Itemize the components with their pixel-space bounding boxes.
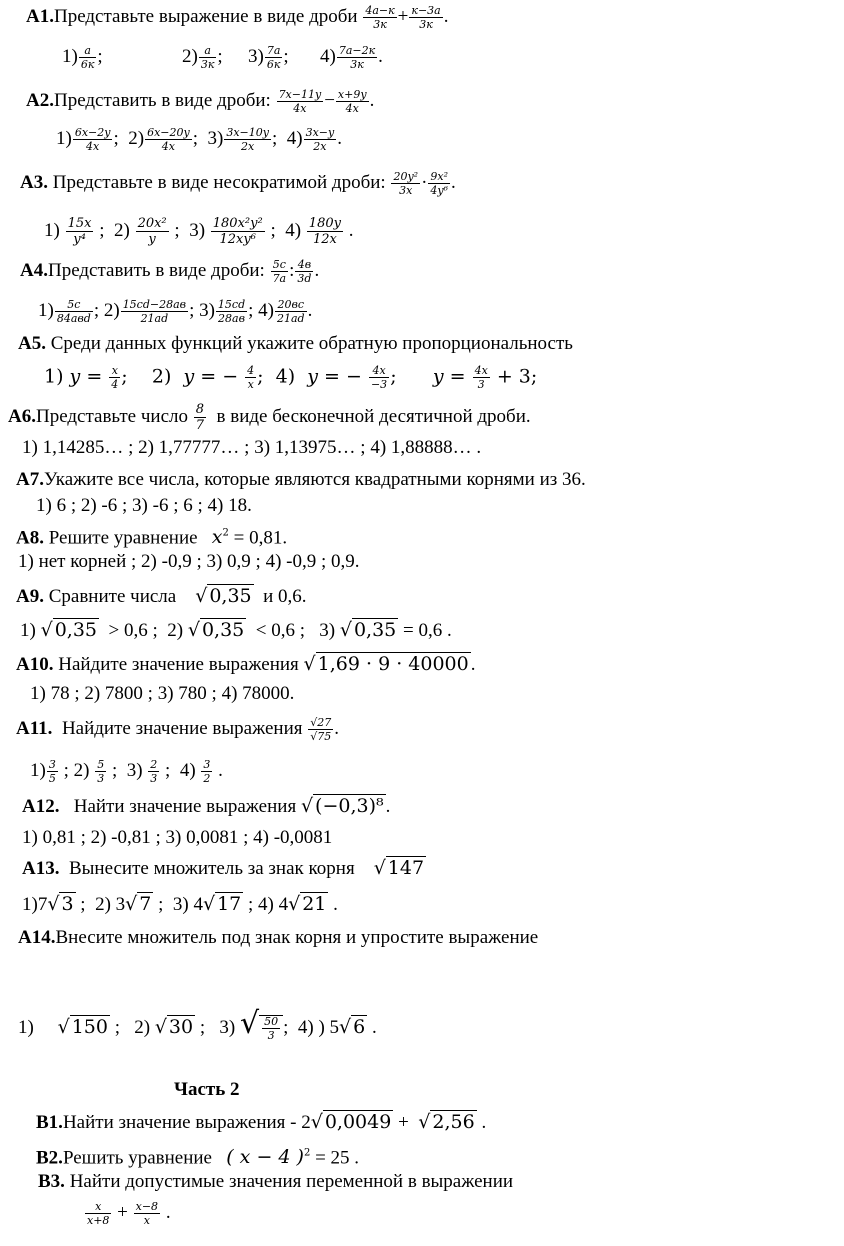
a5-question (18, 332, 573, 356)
b2-label: В2. (36, 1147, 63, 1169)
a4-question: А4.Представить в виде дроби: $\frac{5c}{7a}$ : 4в 3d . (20, 258, 320, 285)
b2-question: В2.Решить уравнение ( x − 4 )$^2$ = 25 . (36, 1146, 360, 1169)
part2-title: Часть 2 (174, 1079, 240, 1100)
b3-expression: $\frac{x}{x+8}$ + $\frac{x-8}{x}$ . (87, 1200, 171, 1227)
a1-fraction-2: к−3a 3к (411, 4, 441, 31)
a6-fraction: $\frac{8}{7}$ (195, 402, 205, 433)
b3-label: В3. (38, 1171, 65, 1192)
a11-options: 1) $\frac{3}{5}$ ; 2) $\frac{5}{3}$ ; 3) $\frac{2}{3}$ ; 4) $\frac{3}{2}$ . (30, 758, 223, 785)
a2-text: Представить в виде дроби: (53, 89, 271, 111)
a6-question: А6.Представьте число $\frac{8}{7}$ в виде бесконечной десятичной дроби. (8, 402, 531, 433)
b1-question: В1.Найти значение выражения - 2√ 0,0049 + √ 2,56 . (36, 1111, 487, 1133)
a14-question: А14.Внесите множитель под знак корня и упростите выражение (18, 927, 539, 948)
a1-option-1: 1) a 6к ; (62, 44, 103, 71)
a5-label: А5. (18, 333, 46, 354)
a7-options: 1) 6 ; 2) -6 ; 3) -6 ; 6 ; 4) 18. (36, 495, 252, 516)
a6-options: 1) 1,14285… ; 2) 1,77777… ; 3) 1,13975… ; 4) 1,88888… . (22, 437, 482, 458)
a1-label: А1. (26, 5, 54, 27)
a12-options: 1) 0,81 ; 2) -0,81 ; 3) 0,0081 ; 4) -0,0081 (22, 827, 333, 848)
b1-label: В1. (36, 1112, 63, 1133)
a8-options: 1) нет корней ; 2) -0,9 ; 3) 0,9 ; 4) -0,9 ; 0,9. (18, 551, 360, 572)
a8-question: А8. Решите уравнение $x^2 = 0,81$. (16, 526, 288, 549)
a8-label: А8. (16, 527, 44, 549)
a9-label: А9. (16, 586, 44, 607)
a13-question: А13. Вынесите множитель за знак корня √ 147 (22, 857, 425, 879)
b3-question: В3. Найти допустимые значения переменной в выражении (38, 1171, 514, 1192)
a4-label: А4. (20, 259, 48, 281)
a1-option-4: 4) 7a−2к 3к . (320, 44, 383, 71)
a3-options: 1) $\frac{15x}{\text{y⁴}}$ ; 2) $\frac{\text{20x²}}{y}$ ; 3) $\frac{\text{180x²y²}}{\text{12xy⁶}}$ ; 4) $\frac{180y}{12x}$ . (44, 216, 354, 247)
a4-options: 1) 5c 84aвd ; 2) 15cd−28aв 21ad ; 3) 15cd 28aв ; 4) 20вc 21ad . (38, 298, 313, 325)
a10-question: А10. Найдите значение выражения √ 1,69 · 9 · 40000 . (16, 653, 476, 675)
a6-label: А6. (8, 405, 36, 427)
a10-options: 1) 78 ; 2) 7800 ; 3) 780 ; 4) 78000. (30, 683, 295, 704)
a11-label: А11. (16, 717, 53, 739)
a5-options: 1) y = $\frac{x}{4}$ ; 2) y = − $\frac{4}{x}$ ; 4) y = − $\frac{4x}{-3}$ ; y = $\frac{4x}{3}$ + 3; (44, 364, 538, 391)
a10-label: А10. (16, 654, 54, 675)
a7-text: Укажите все числа, которые являются квадратными корнями из 36. (43, 469, 586, 490)
a2-options: 1) $\frac{6x-2y}{4x}$ ; 2) $\frac{6x-20y}{4x}$ ; 3) $\frac{3x-10y}{2x}$ ; 4) $\frac{3x-y}{2x}$ . (56, 126, 342, 153)
a9-options: 1) √ 0,35 > 0,6 ; 2) √ 0,35 < 0,6 ; 3) √ 0,35 = 0,6 . (20, 619, 452, 641)
a2-question: А2.Представить в виде дроби: $\frac{7x-11y}{4x}$ − $\frac{x+9y}{4x}$ . (26, 88, 375, 115)
a1-option-3: 3) 7a 6к ; (248, 44, 289, 71)
a12-label: А12. (22, 796, 60, 817)
a13-options: 1)7√ 3 ; 2) 3√ 7 ; 3) 4√ 17 ; 4) 4√ 21 . (22, 893, 338, 915)
a1-text: Представьте выражение в виде дроби (53, 5, 358, 27)
a1-question: А1.Представьте выражение в виде дроби 4a−к 3к + к−3a 3к . (26, 4, 449, 31)
a4-text: Представить в виде дроби: (47, 259, 265, 281)
a13-label: А13. (22, 858, 60, 879)
a14-options: 1) √ 150 ; 2) √ 30 ; 3) √ $\frac{50}{3}$ ; 4) ) 5√ 6 . (18, 1006, 377, 1042)
a2-label: А2. (26, 89, 54, 111)
a1-option-2: 2) a 3к ; (182, 44, 223, 71)
a3-question: А3. Представьте в виде несократимой дроби: $\frac{\text{20y²}}{3x}$ · $\frac{\text{9x²}}{\text{4y⁶}}$ . (20, 170, 456, 197)
a9-question: А9. Сравните числа √ 0,35 и 0,6. (16, 585, 307, 607)
a1-fraction-1: 4a−к 3к (365, 4, 395, 31)
a11-question: А11. Найдите значение выражения $\frac{√27}{√75}$ . (16, 716, 340, 743)
a3-label: А3. (20, 171, 48, 193)
a7-label: А7. (16, 469, 44, 490)
a5-text: Среди данных функций укажите обратную пропорциональность (50, 333, 573, 354)
a3-text: Представьте в виде несократимой дроби: (52, 171, 386, 193)
a12-question: А12. Найти значение выражения √ (−0,3)⁸ . (22, 795, 391, 817)
a14-label: А14. (18, 927, 56, 948)
a7-question (16, 468, 586, 492)
